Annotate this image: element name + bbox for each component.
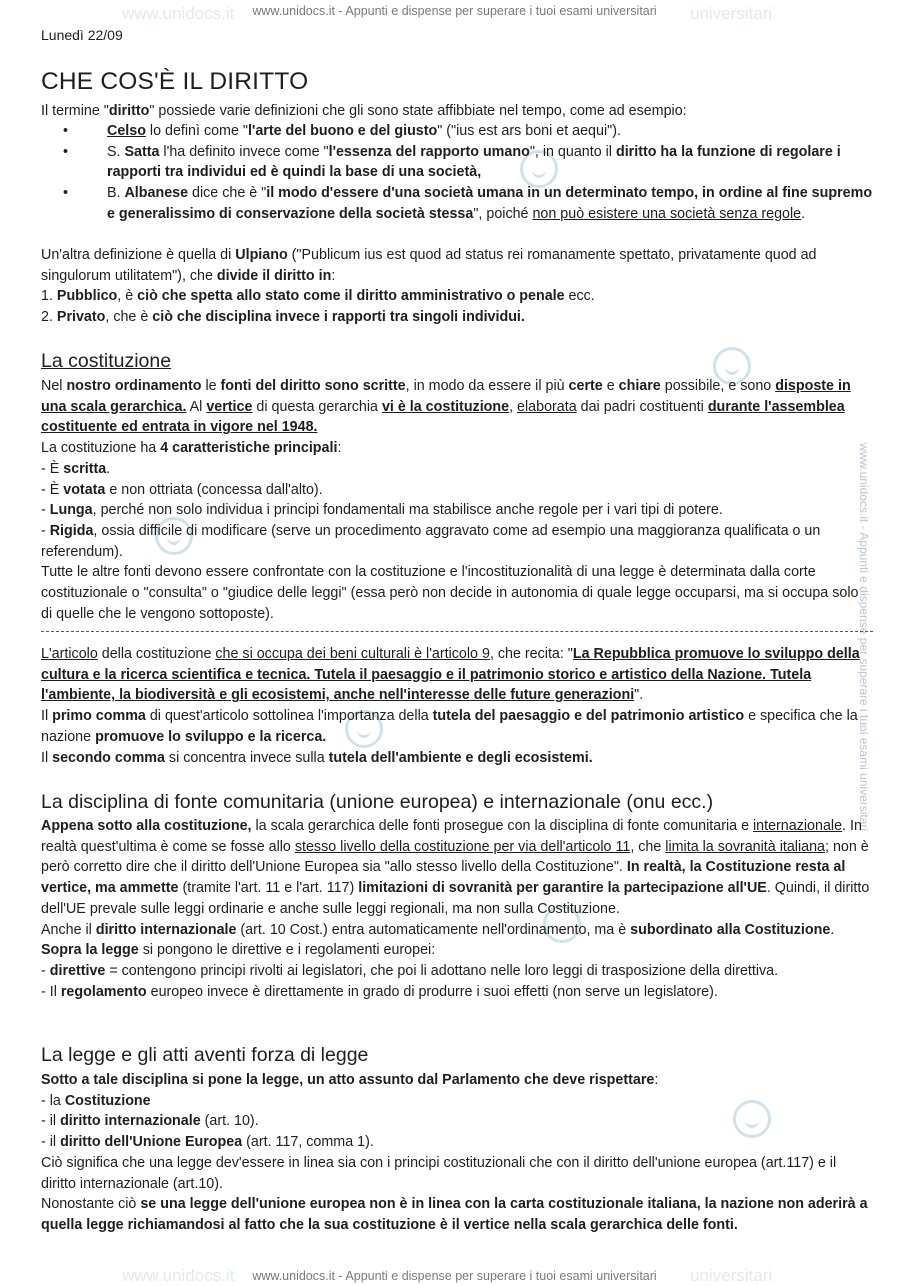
watermark-side-right: www.unidocs.it - Appunti e dispense per superare i tuoi esami universitari [857,442,872,832]
watermark-ghost: universitari [690,1266,773,1285]
watermark-ghost: universitari [690,4,773,23]
list-item: • B. Albanese dice che è "il modo d'essere d'una società umana in un determinato tempo, in ordine al fine supremo e generalissimo di conservazione della società stessa", poiché non può esistere una società senza regole. [41,183,873,224]
definitions-list [41,121,873,225]
section-heading-legge: La legge e gli atti aventi forza di legge [41,1044,369,1066]
section-heading-comunitaria: La disciplina di fonte comunitaria (unione europea) e internazionale (onu ecc.) [41,791,714,813]
list-item: • Celso lo definì come "l'arte del buono e del giusto" ("ius est ars boni et aequi"). [41,121,873,142]
intro-paragraph: Il termine "diritto" possiede varie definizioni che gli sono state affibbiate nel tempo, come ad esempio: [41,103,687,119]
ulpiano-paragraph: Un'altra definizione è quella di Ulpiano ("Publicum ius est quod ad status rei romanamente spettato, privatamente quod ad singulorum utilitatem"), che divide il diritto in: 1. Pubblico, è ciò che spetta allo stato come il diritto amministrativo o penale ecc. 2. Privato, che è ciò che disciplina invece i rapporti tra singoli individui. [41,247,817,326]
page-title: CHE COS'È IL DIRITTO [41,68,309,95]
date: Lunedì 22/09 [41,27,123,43]
legge-paragraph: Sotto a tale disciplina si pone la legge, un atto assunto dal Parlamento che deve rispettare: - la Costituzione - il diritto internazionale (art. 10). - il diritto dell'Unione Europea (art. 117, comma 1). Ciò significa che una legge dev'essere in linea sia con i principi costituzionali che con il diritto dell'unione europea (art.117) e il diritto internazionale (art.10). Nonostante ciò se una legge dell'unione europea non è in linea con la carta costituzionale italiana, la nazione non aderirà a quella legge richiamandosi al fatto che la sua costituzione è il vertice nella scala gerarchica delle fonti. [41,1072,868,1233]
list-item: • S. Satta l'ha definito invece come "l'essenza del rapporto umano", in quanto il diritto ha la funzione di regolare i rapporti tra individui ed è quindi la base di una società, [41,142,873,183]
dashed-divider [41,631,873,632]
articolo-paragraph: L'articolo della costituzione che si occupa dei beni culturali è l'articolo 9, che recita: "La Repubblica promuove lo sviluppo della cultura e la ricerca scientifica e tecnica. Tutela il paesaggio e il patrimonio storico e artistico della Nazione. Tutela l'ambiente, la biodiversità e gli ecosistemi, anche nell'interesse delle future generazioni". Il primo comma di quest'articolo sottolinea l'importanza della tutela del paesaggio e del patrimonio artistico e specifica che la nazione promuove lo sviluppo e la ricerca. Il secondo comma si concentra invece sulla tutela dell'ambiente e degli ecosistemi. [41,646,860,766]
watermark-footer: www.unidocs.it - Appunti e dispense per superare i tuoi esami universitari [252,1269,657,1283]
watermark-ghost: www.unidocs.it [122,4,235,23]
costituzione-paragraph: Nel nostro ordinamento le fonti del diritto sono scritte, in modo da essere il più certe e chiare possibile, e sono disposte in una scala gerarchica. Al vertice di questa gerarchia vi è la costituzione, elaborata dai padri costituenti durante l'assemblea costituente ed entrata in vigore nel 1948. La costituzione ha 4 caratteristiche principali: - È scritta. - È votata e non ottriata (concessa dall'alto). - Lunga, perché non solo individua i principi fondamentali ma stabilisce anche regole per i vari tipi di potere. - Rigida, ossia difficile di modificare (serve un procedimento aggravato come ad esempio una maggioranza qualificata o un referendum). Tutte le altre fonti devono essere confrontate con la costituzione e l'incostituzionalità di una legge è determinata dalla corte costituzionale o "consulta" o "giudice delle leggi" (essa però non decide in autonomia di quale legge occuparsi, ma si occupa solo di quelle che le vengono sottoposte). [41,378,859,622]
watermark-header: www.unidocs.it - Appunti e dispense per superare i tuoi esami universitari [252,4,657,18]
section-heading-costituzione: La costituzione [41,350,172,372]
watermark-ghost: www.unidocs.it [122,1266,235,1285]
comunitaria-paragraph: Appena sotto alla costituzione, la scala gerarchica delle fonti prosegue con la disciplina di fonte comunitaria e internazionale. In realtà quest'ultima è come se fosse allo stesso livello della costituzione per via dell'articolo 11, che limita la sovranità italiana; non è però corretto dire che il diritto dell'Unione Europea sia "allo stesso livello della Costituzione". In realtà, la Costituzione resta al vertice, ma ammette (tramite l'art. 11 e l'art. 117) limitazioni di sovranità per garantire la partecipazione all'UE. Quindi, il diritto dell'UE prevale sulle leggi ordinarie e anche sulle leggi regionali, ma non sulla Costituzione. Anche il diritto internazionale (art. 10 Cost.) entra automaticamente nell'ordinamento, ma è subordinato alla Costituzione. Sopra la legge si pongono le direttive e i regolamenti europei: - direttive = contengono principi rivolti ai legislatori, che poi li adottano nelle loro leggi di trasposizione della direttiva. - Il regolamento europeo invece è direttamente in grado di produrre i suoi effetti (non serve un legislatore). [41,818,870,1000]
